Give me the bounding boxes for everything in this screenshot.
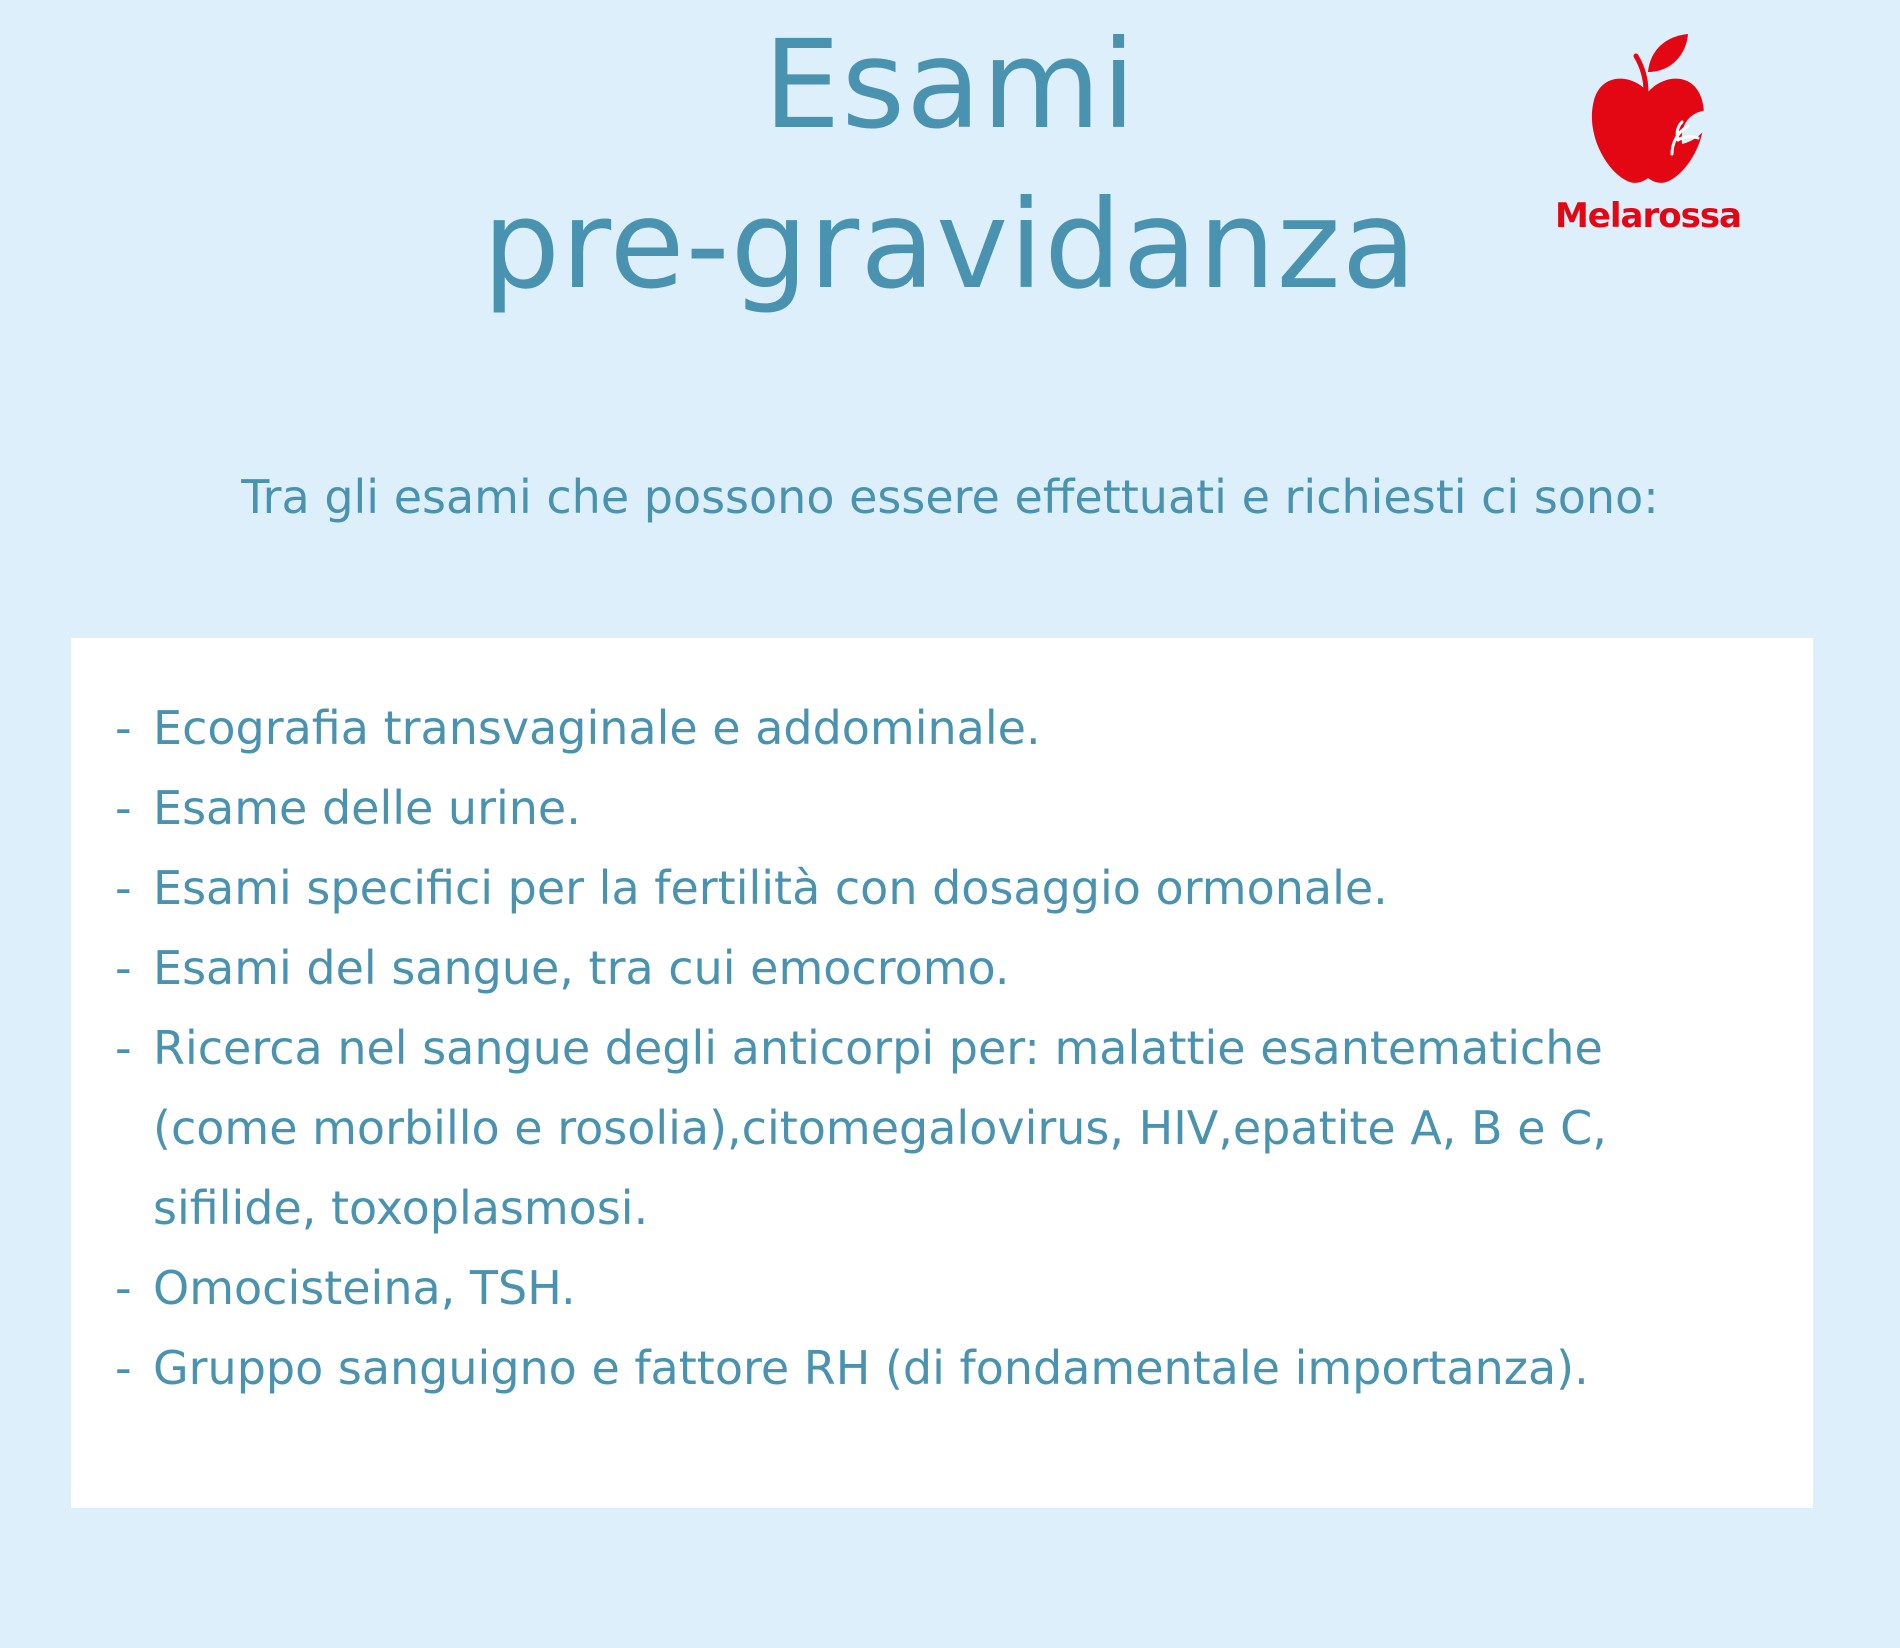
list-item: - Ricerca nel sangue degli anticorpi per: malattie esantematiche (come morbillo e rosolia),citomegalovirus, HIV,epatite A, B e C, sifilide, toxoplasmosi. <box>115 1008 1755 1248</box>
list-item: - Ecografia transvaginale e addominale. <box>115 688 1755 768</box>
exam-list <box>115 688 1755 1408</box>
brand-logo <box>1548 26 1748 246</box>
title-line-1: Esami <box>763 14 1137 156</box>
list-item: - Gruppo sanguigno e fattore RH (di fondamentale importanza). <box>115 1328 1755 1408</box>
list-item: - Omocisteina, TSH. <box>115 1248 1755 1328</box>
title-line-2: pre-gravidanza <box>482 174 1418 316</box>
list-item: - Esami specifici per la fertilità con dosaggio ormonale. <box>115 848 1755 928</box>
apple-icon <box>1588 26 1708 186</box>
intro-text: Tra gli esami che possono essere effettuati e richiesti ci sono: <box>241 470 1659 524</box>
list-item: - Esami del sangue, tra cui emocromo. <box>115 928 1755 1008</box>
exam-card <box>71 638 1813 1508</box>
list-item: - Esame delle urine. <box>115 768 1755 848</box>
apple-leaf <box>1648 34 1688 72</box>
brand-name: Melarossa <box>1554 196 1742 236</box>
